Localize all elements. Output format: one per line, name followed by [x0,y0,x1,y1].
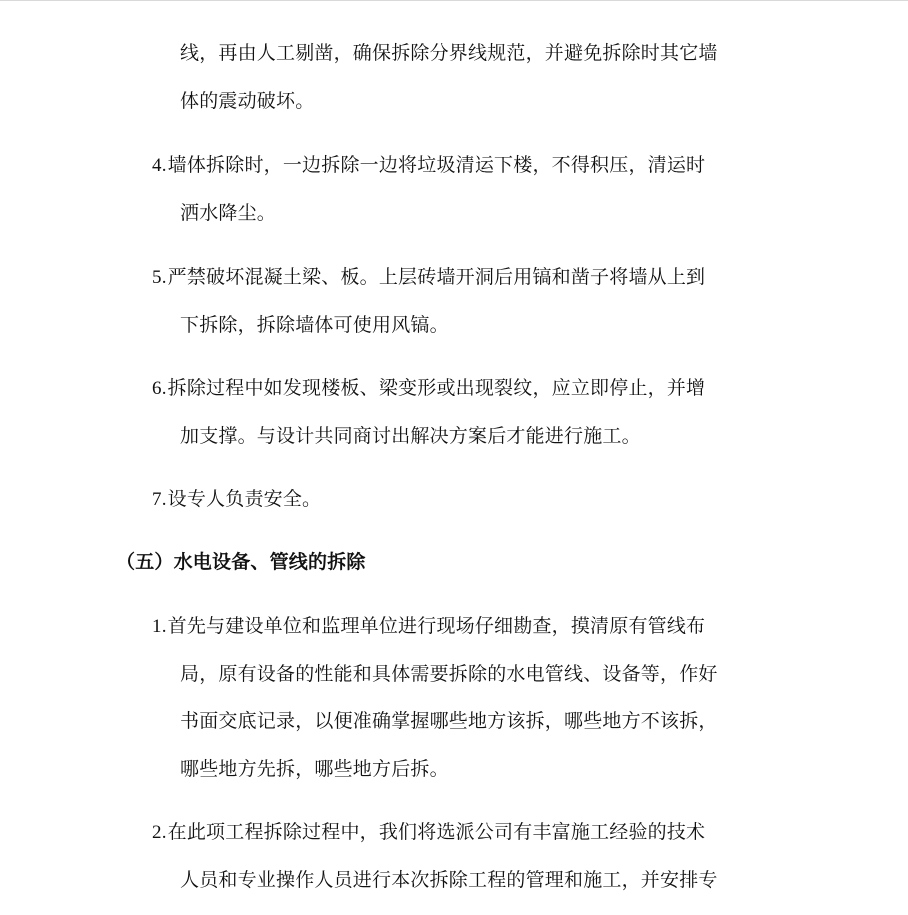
list-item-number: 1. [152,616,167,637]
list-item-1-continuation: 哪些地方先拆，哪些地方后拆。 [180,758,449,780]
paragraph-line: 体的震动破坏。 [180,90,315,112]
list-item-number: 4. [152,155,167,176]
list-item-6-first-line [152,375,705,402]
list-item-text: 首先与建设单位和监理单位进行现场仔细勘查，摸清原有管线布 [167,615,706,637]
list-item-6-continuation: 加支撑。与设计共同商讨出解决方案后才能进行施工。 [180,425,641,447]
list-item-1-continuation: 局，原有设备的性能和具体需要拆除的水电管线、设备等，作好 [180,663,718,685]
list-item-number: 7. [152,489,167,510]
list-item-2-continuation: 人员和专业操作人员进行本次拆除工程的管理和施工，并安排专 [180,869,718,891]
list-item-number: 6. [152,378,167,399]
list-item-number: 2. [152,822,167,843]
list-item-2-first-line [152,819,705,846]
paragraph-line: 线，再由人工剔凿，确保拆除分界线规范，并避免拆除时其它墙 [180,42,718,64]
list-item-5-first-line [152,264,705,291]
list-item-4-first-line [152,152,705,179]
list-item-5-continuation: 下拆除，拆除墙体可使用风镐。 [180,314,449,336]
list-item-7-first-line [152,486,321,513]
list-item-1-continuation: 书面交底记录，以便准确掌握哪些地方该拆，哪些地方不该拆， [180,710,718,732]
section-heading: （五）水电设备、管线的拆除 [116,551,366,573]
list-item-text: 严禁破坏混凝土梁、板。上层砖墙开洞后用镐和凿子将墙从上到 [167,266,706,288]
list-item-text: 设专人负责安全。 [167,488,322,510]
list-item-text: 墙体拆除时，一边拆除一边将垃圾清运下楼，不得积压，清运时 [167,154,706,176]
list-item-text: 拆除过程中如发现楼板、梁变形或出现裂纹，应立即停止，并增 [167,377,706,399]
list-item-number: 5. [152,267,167,288]
list-item-text: 在此项工程拆除过程中，我们将选派公司有丰富施工经验的技术 [167,821,706,843]
list-item-4-continuation: 洒水降尘。 [180,202,277,224]
list-item-1-first-line [152,613,705,640]
